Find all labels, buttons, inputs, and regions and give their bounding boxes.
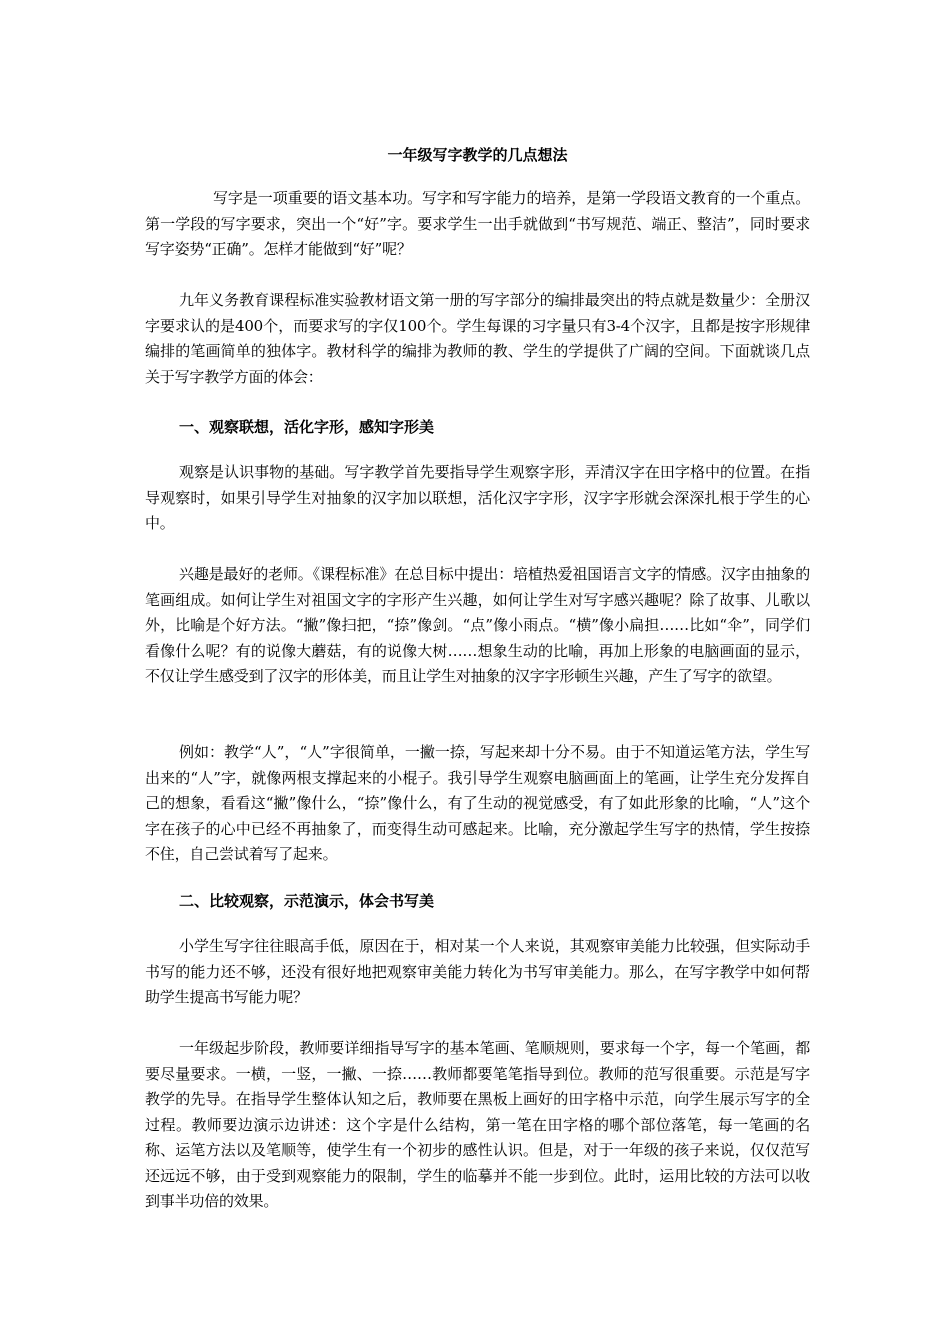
paragraph-textbook: 九年义务教育课程标准实验教材语文第一册的写字部分的编排最突出的特点就是数量少：全册汉字要求认的是400个，而要求写的字仅100个。学生每课的习字量只有3-4个汉字，且都是按字形规律编排的笔画简单的独体字。教材科学的编排为教师的教、学生的学提供了广阔的空间。下面就谈几点关于写字教学方面的体会： bbox=[145, 291, 810, 386]
paragraph-guidance: 一年级起步阶段，教师要详细指导写字的基本笔画、笔顺规则，要求每一个字，每一个笔画，都要尽量要求。一横，一竖，一撇、一捺……教师都要笔笔指导到位。教师的范写很重要。示范是写字教学的先导。在指导学生整体认知之后，教师要在黑板上画好的田字格中示范，向学生展示写字的全过程。教师要边演示边讲述：这个字是什么结构，第一笔在田字格的哪个部位落笔，每一笔画的名称、运笔方法以及笔顺等，使学生有一个初步的感性认识。但是，对于一年级的孩子来说，仅仅范写还远远不够，由于受到观察能力的限制，学生的临摹并不能一步到位。此时，运用比较的方法可以收到事半功倍的效果。 bbox=[145, 1039, 810, 1210]
document-page bbox=[145, 0, 810, 1344]
section-heading-1: 一、观察联想，活化字形，感知字形美 bbox=[179, 418, 435, 436]
paragraph-interest: 兴趣是最好的老师。《课程标准》在总目标中提出：培植热爱祖国语言文字的情感。汉字由抽象的笔画组成。如何让学生对祖国文字的字形产生兴趣，如何让学生对写字感兴趣呢？除了故事、儿歌以外，比喻是个好方法。“撇”像扫把，“捺”像剑。“点”像小雨点。“横”像小扁担……比如“伞”，同学们看像什么呢？有的说像大蘑菇，有的说像大树……想象生动的比喻，再加上形象的电脑画面的显示，不仅让学生感受到了汉字的形体美，而且让学生对抽象的汉字字形顿生兴趣，产生了写字的欲望。 bbox=[145, 565, 810, 685]
document-title: 一年级写字教学的几点想法 bbox=[387, 146, 568, 164]
paragraph-example: 例如：教学“人”，“人”字很简单，一撇一捺，写起来却十分不易。由于不知道运笔方法，学生写出来的“人”字，就像两根支撑起来的小棍子。我引导学生观察电脑画面上的笔画，让学生充分发挥自己的想象，看看这“撇”像什么，“捺”像什么，有了生动的视觉感受，有了如此形象的比喻，“人”这个字在孩子的心中已经不再抽象了，而变得生动可感起来。比喻，充分激起学生写字的热情，学生按捺不住，自己尝试着写了起来。 bbox=[145, 743, 810, 863]
paragraph-ability: 小学生写字往往眼高手低，原因在于，相对某一个人来说，其观察审美能力比较强，但实际动手书写的能力还不够，还没有很好地把观察审美能力转化为书写审美能力。那么，在写字教学中如何帮助学生提高书写能力呢？ bbox=[145, 937, 810, 1006]
section-heading-2: 二、比较观察，示范演示，体会书写美 bbox=[179, 892, 435, 910]
paragraph-intro: 写字是一项重要的语文基本功。写字和写字能力的培养，是第一学段语文教育的一个重点。第一学段的写字要求，突出一个“好”字。要求学生一出手就做到“书写规范、端正、整洁”，同时要求写字姿势“正确”。怎样才能做到“好”呢？ bbox=[145, 189, 810, 258]
paragraph-observation: 观察是认识事物的基础。写字教学首先要指导学生观察字形，弄清汉字在田字格中的位置。在指导观察时，如果引导学生对抽象的汉字加以联想，活化汉字字形，汉字字形就会深深扎根于学生的心中。 bbox=[145, 463, 810, 532]
